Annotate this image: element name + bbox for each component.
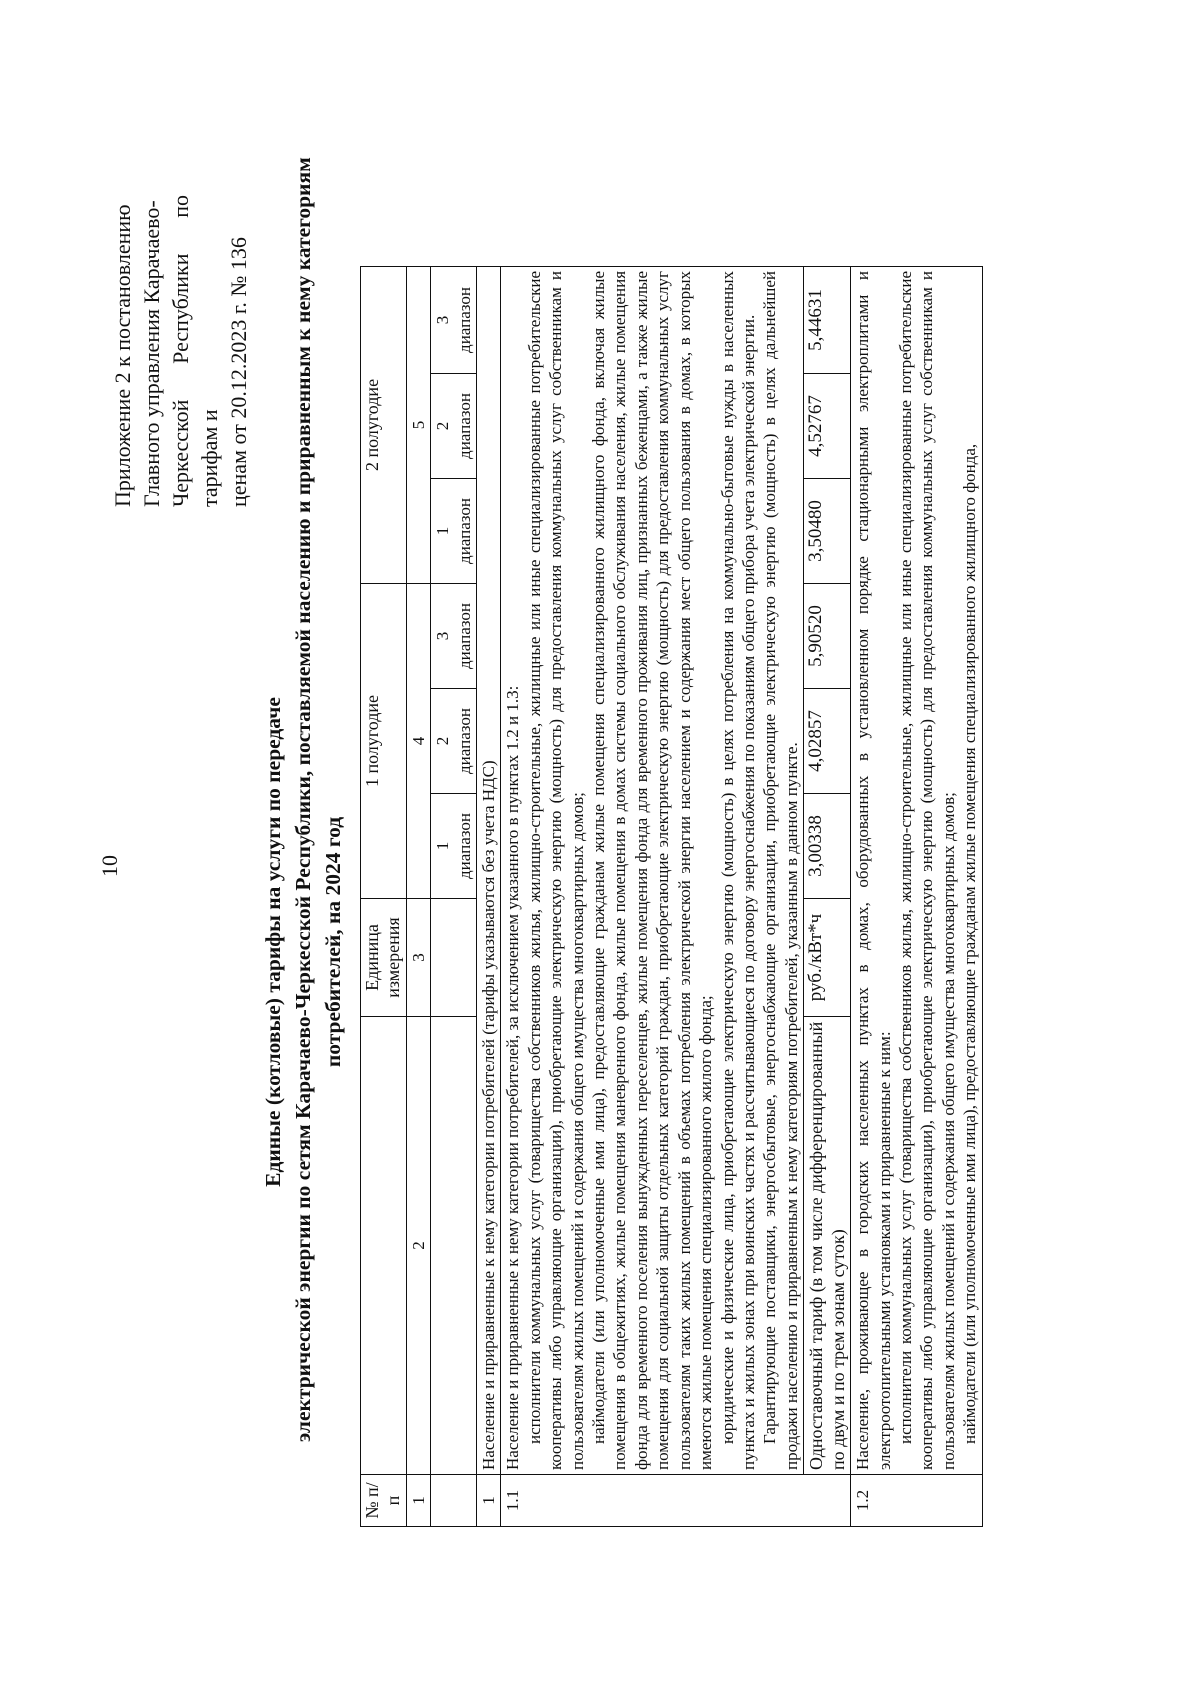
row-paragraph: Гарантирующие поставщики, энергосбытовые, энергоснабжающие организации, приобретающие электрическую энергию (мощность) в целях дальнейшей продажи населению и приравненным к нему категориям потребителей, указанным в данном пункте. xyxy=(760,270,801,1470)
range-number: 1 xyxy=(433,526,453,536)
range-number: 2 xyxy=(433,736,453,746)
range-label: диапазон xyxy=(454,393,474,459)
row-number: 1.2 xyxy=(851,1475,982,1527)
header-number: 4 xyxy=(406,583,430,898)
range-cell xyxy=(431,794,477,899)
range-cell xyxy=(431,689,477,794)
empty-cell xyxy=(431,1017,477,1475)
range-cell xyxy=(431,583,477,688)
header-col2 xyxy=(361,1017,407,1475)
row-paragraph: исполнители коммунальных услуг (товарищества собственников жилья, жилищно-строительные, жилищные или иные специализированные потребительские кооперативы либо управляющие организации), приобретающие электрическую энергию (мощность) для предоставления коммунальных услуг собственникам и пользователям жилых помещений и содержания общего имущества многоквартирных домов; xyxy=(524,270,587,1470)
row-text xyxy=(851,266,982,1474)
row-paragraph: наймодатели (или уполномоченные ими лица), предоставляющие гражданам жилые помещения специализированного жилищного фонда, xyxy=(960,443,980,1444)
header-number: 1 xyxy=(406,1475,430,1527)
range-cell xyxy=(431,478,477,583)
rate-value: 5,90520 xyxy=(804,583,851,688)
range-label: диапазон xyxy=(454,708,474,774)
rate-row xyxy=(804,266,851,1526)
range-number: 2 xyxy=(433,421,453,431)
row-text xyxy=(477,266,501,1474)
row-number: 1 xyxy=(477,1475,501,1527)
rate-label: Одноставочный тариф (в том числе дифференцированный по двум и по трем зонам суток) xyxy=(804,1017,851,1475)
range-label: диапазон xyxy=(454,498,474,564)
table-row xyxy=(501,266,804,1526)
range-cell xyxy=(431,373,477,478)
row-paragraph: юридические и физические лица, приобретающие электрическую энергию (мощность) в целях потребления на коммунально-бытовые нужды в населенных пунктах и жилых зонах при воинских частях и рассчитывающиеся по договору энергоснабжения по показаниям общего прибора учета электрической энергии. xyxy=(717,270,758,1470)
title-line: потребителей, на 2024 год xyxy=(321,816,345,1068)
range-label: диапазон xyxy=(454,813,474,879)
appendix-line: ценам от 20.12.2023 г. № 136 xyxy=(226,237,251,507)
table-row xyxy=(477,266,501,1526)
rate-value: 5,44631 xyxy=(804,266,851,373)
header-unit: Единица измерения xyxy=(361,899,407,1017)
row-paragraph: Население, проживающее в городских населенных пунктах в домах, оборудованных в установленном порядке стационарными электроплитами и электроотопительными установками и приравненные к ним: xyxy=(853,270,894,1470)
page-number: 10 xyxy=(97,855,122,877)
header-num: № п/п xyxy=(361,1475,407,1527)
header-number: 3 xyxy=(406,899,430,1017)
row-number: 1.1 xyxy=(501,1475,851,1527)
rate-value: 3,00338 xyxy=(804,794,851,899)
appendix-header xyxy=(108,195,253,507)
row-text xyxy=(501,266,804,1474)
empty-cell xyxy=(431,1475,477,1527)
rate-value: 4,52767 xyxy=(804,373,851,478)
range-label: диапазон xyxy=(454,287,474,353)
table-row xyxy=(851,266,982,1526)
header-number: 5 xyxy=(406,266,430,583)
rate-value: 3,50480 xyxy=(804,478,851,583)
empty-cell xyxy=(431,899,477,1017)
tariff-table xyxy=(360,266,983,1527)
header-row xyxy=(361,266,407,1526)
document-title xyxy=(258,157,348,1442)
range-row xyxy=(431,266,477,1526)
rate-value: 4,02857 xyxy=(804,689,851,794)
header-first-half: 1 полугодие xyxy=(361,583,407,898)
title-line: Единые (котловые) тарифы на услуги по передаче xyxy=(261,697,285,1187)
range-number: 1 xyxy=(433,841,453,851)
appendix-line: Приложение 2 к постановлению xyxy=(110,204,135,507)
appendix-line: Черкесской Республики по тарифам и xyxy=(168,195,222,507)
header-number-row xyxy=(406,266,430,1526)
header-second-half: 2 полугодие xyxy=(361,266,407,583)
range-label: диапазон xyxy=(454,603,474,669)
row-paragraph: исполнители коммунальных услуг (товарищества собственников жилья, жилищно-строительные, жилищные или иные специализированные потребительские кооперативы либо управляющие организации), приобретающие электрическую энергию (мощность) для предоставления коммунальных услуг собственникам и пользователям жилых помещений и содержания общего имущества многоквартирных домов; xyxy=(895,270,958,1470)
range-number: 3 xyxy=(433,631,453,641)
range-number: 3 xyxy=(433,315,453,325)
rate-unit: руб./кВт*ч xyxy=(804,899,851,1017)
range-cell xyxy=(431,266,477,373)
row-paragraph: Население и приравненные к нему категории потребителей (тарифы указываются без учета НДС) xyxy=(479,760,499,1470)
rotated-page-content xyxy=(0,157,1200,1697)
title-line: электрической энергии по сетям Карачаево-Черкесской Республики, поставляемой населению и приравненным к нему категориям xyxy=(291,157,315,1442)
appendix-line: Главного управления Карачаево- xyxy=(139,200,164,507)
row-paragraph: Население и приравненные к нему категории потребителей, за исключением указанного в пунктах 1.2 и 1.3: xyxy=(503,685,523,1470)
header-number: 2 xyxy=(406,1017,430,1475)
row-paragraph: наймодатели (или уполномоченные ими лица), предоставляющие гражданам жилые помещения специализированного жилищного фонда, включая жилые помещения в общежитиях, жилые помещения маневренного фонда, жилые помещения в домах системы социального обслуживания населения, жилые помещения фонда для временного поселения вынужденных переселенцев, жилые помещения фонда для временного проживания лиц, признанных беженцами, а также жилые помещения для социальной защиты отдельных категорий граждан, приобретающие электрическую энергию (мощность) для предоставления коммунальных услуг пользователям таких жилых помещений в объемах потребления электрической энергии населением и содержания мест общего пользования в домах, в которых имеются жилые помещения специализированного жилого фонда; xyxy=(589,270,716,1470)
